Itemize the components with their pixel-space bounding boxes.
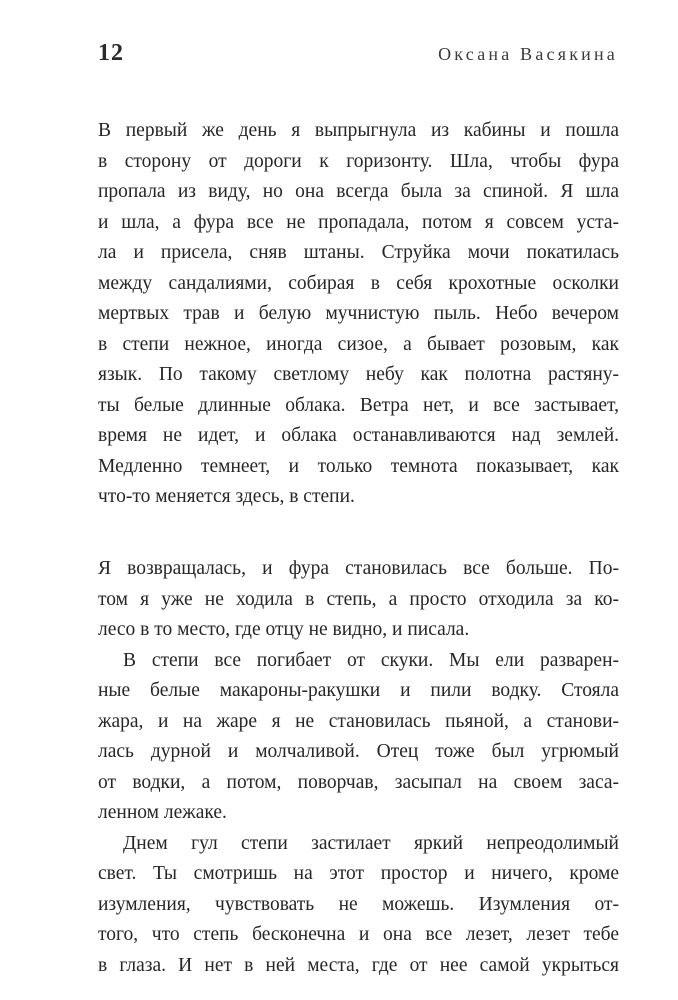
author-name: Оксана Васякина: [438, 44, 618, 64]
text-line: лась дурной и молчаливой. Отец тоже был угрюмый: [98, 741, 619, 762]
text-line: В первый же день я выпрыгнула из кабины и пошла: [98, 120, 619, 141]
text-line: жара, и на жаре я не становилась пьяной, а станови-: [98, 710, 619, 732]
paragraph-block-1: [98, 116, 619, 513]
text-line: ленном лежаке.: [98, 802, 227, 823]
text-line: В степи все погибает от скуки. Мы ели разварен-: [123, 649, 619, 671]
text-line: ла и присела, сняв штаны. Струйка мочи покатилась: [98, 242, 619, 263]
text-line: лесо в то место, где отцу не видно, и писала.: [98, 619, 470, 640]
text-line: изумления, чувствовать не можешь. Изумления от-: [98, 893, 619, 915]
text-line: пропала из виду, но она всегда была за спиной. Я шла: [98, 181, 619, 202]
text-line: в глаза. И нет в ней места, где от нее самой укрыться: [98, 954, 619, 976]
text-line: язык. По такому светлому небу как полотна растяну-: [98, 364, 619, 385]
text-line: Днем гул степи застилает яркий непреодолимый: [123, 832, 619, 854]
page-number: 12: [98, 40, 124, 66]
text-line: в сторону от дороги к горизонту. Шла, чтобы фура: [98, 150, 619, 172]
text-line: между сандалиями, собирая в себя крохотные осколки: [98, 272, 619, 294]
text-line: что-то меняется здесь, в степи.: [98, 486, 355, 507]
running-header: [98, 40, 618, 72]
text-line: и шла, а фура все не пропадала, потом я совсем уста-: [98, 211, 619, 233]
text-line: ные белые макароны-ракушки и пили водку. Стояла: [98, 680, 619, 701]
text-line: мертвых трав и белую мучнистую пыль. Небо вечером: [98, 303, 619, 324]
paragraph-block-2: [98, 554, 619, 981]
text-line: ты белые длинные облака. Ветра нет, и все застывает,: [98, 394, 619, 416]
text-line: в степи нежное, иногда сизое, а бывает розовым, как: [98, 333, 619, 355]
text-line: свет. Ты смотришь на этот простор и ничего, кроме: [98, 863, 619, 884]
text-line: время не идет, и облака останавливаются над землей.: [98, 425, 619, 446]
text-line: того, что степь бесконечна и она все лезет, лезет тебе: [98, 924, 619, 945]
text-line: от водки, а потом, поворчав, засыпал на своем заса-: [98, 771, 619, 793]
text-line: Медленно темнеет, и только темнота показывает, как: [98, 455, 619, 477]
text-line: том я уже не ходила в степь, а просто отходила за ко-: [98, 588, 619, 610]
text-line: Я возвращалась, и фура становилась все больше. По-: [98, 558, 619, 579]
